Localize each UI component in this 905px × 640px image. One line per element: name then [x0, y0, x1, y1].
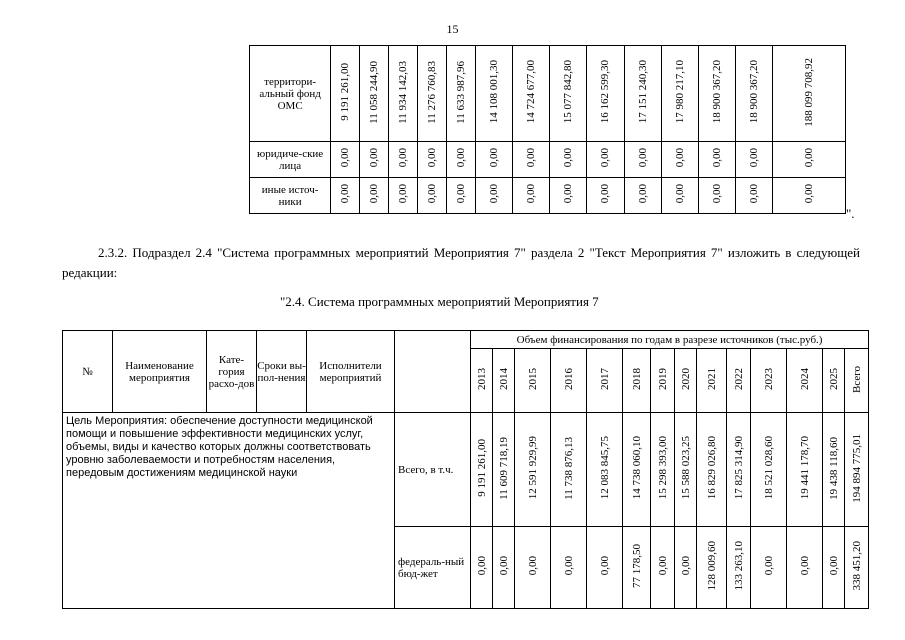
top-value-cell [624, 46, 661, 142]
top-value: 0,00 [525, 148, 538, 168]
top-row-label: территори-альный фонд ОМС [250, 46, 331, 142]
top-value-cell [388, 142, 417, 178]
top-value-cell [736, 142, 773, 178]
funding-value: 0,00 [762, 556, 775, 576]
funding-value-cell [551, 413, 587, 527]
year-label: 2016 [562, 368, 575, 390]
top-value: 0,00 [425, 148, 438, 168]
funding-value: 9 191 261,00 [475, 439, 488, 497]
top-value-cell [624, 142, 661, 178]
top-value-cell [661, 178, 698, 214]
funding-value-cell [727, 413, 751, 527]
top-value-cell [417, 178, 446, 214]
top-value: 0,00 [562, 184, 575, 204]
top-value-cell [417, 142, 446, 178]
funding-value: 0,00 [827, 556, 840, 576]
top-value: 0,00 [803, 184, 816, 204]
funding-value-cell [551, 527, 587, 609]
top-value: 11 058 244,90 [367, 60, 380, 124]
funding-value: 11 609 718,19 [497, 436, 510, 500]
funding-value-cell [787, 527, 823, 609]
funding-value: 14 738 060,10 [630, 436, 643, 500]
top-value-cell [475, 178, 512, 214]
funding-value: 194 894 775,01 [850, 433, 863, 503]
main-program-table [62, 330, 869, 609]
funding-value: 12 591 929,99 [526, 436, 539, 500]
goal-cell [63, 413, 395, 609]
top-value: 0,00 [338, 148, 351, 168]
funding-value: 17 825 314,90 [732, 436, 745, 500]
funding-value-cell [697, 527, 727, 609]
year-label: Всего [850, 365, 863, 393]
top-value-cell [699, 142, 736, 178]
top-value-cell [550, 178, 587, 214]
top-value-cell [736, 178, 773, 214]
top-value: 18 900 367,20 [711, 60, 724, 124]
funding-value-cell [675, 413, 697, 527]
top-row-label: иные источ-ники [250, 178, 331, 214]
funding-value-cell [515, 527, 551, 609]
year-header [751, 349, 787, 413]
year-header [587, 349, 623, 413]
funding-value-cell [787, 413, 823, 527]
top-value-cell [699, 46, 736, 142]
funding-value: 0,00 [679, 556, 692, 576]
top-value: 0,00 [338, 184, 351, 204]
top-value-cell [661, 46, 698, 142]
top-value-cell [359, 178, 388, 214]
page-number: 15 [446, 22, 459, 36]
year-header [787, 349, 823, 413]
top-value: 9 191 261,00 [338, 63, 351, 121]
year-header [515, 349, 551, 413]
top-value: 17 151 240,30 [636, 60, 649, 124]
goal-text: Цель Мероприятия: обеспечение доступности медицинской помощи и повышение эффективности медицинских услуг, объемы, виды и качество которых должны соответствовать уровню заболеваемости и потребностям населения, передовым достижениям медицинской науки [66, 415, 373, 479]
year-header [823, 349, 845, 413]
funding-value-cell [471, 413, 493, 527]
top-value: 0,00 [562, 148, 575, 168]
top-value: 0,00 [803, 148, 816, 168]
top-value-cell [624, 178, 661, 214]
top-value: 14 108 001,30 [487, 60, 500, 124]
top-value-cell [388, 46, 417, 142]
year-label: 2022 [732, 368, 745, 390]
funding-value-cell [823, 527, 845, 609]
funding-value-cell [751, 413, 787, 527]
top-value: 188 099 708,92 [803, 57, 816, 127]
year-label: 2015 [526, 368, 539, 390]
funding-value: 77 178,50 [630, 544, 643, 588]
year-header [551, 349, 587, 413]
top-value-cell [773, 178, 846, 214]
year-label: 2019 [656, 368, 669, 390]
funding-value-cell [515, 413, 551, 527]
top-value-cell [699, 178, 736, 214]
top-value: 0,00 [599, 184, 612, 204]
header-executors: Исполнители мероприятий [307, 331, 395, 413]
top-value-cell [512, 142, 549, 178]
top-value-cell [773, 142, 846, 178]
funding-value: 0,00 [598, 556, 611, 576]
top-value-cell [587, 178, 624, 214]
top-value-cell [359, 46, 388, 142]
year-header [623, 349, 651, 413]
top-value-cell [773, 46, 846, 142]
year-label: 2014 [497, 368, 510, 390]
top-value: 0,00 [673, 148, 686, 168]
top-value-cell [587, 46, 624, 142]
top-value: 0,00 [748, 148, 761, 168]
top-value: 0,00 [367, 184, 380, 204]
top-value: 0,00 [396, 184, 409, 204]
funding-value-cell [651, 413, 675, 527]
top-value: 0,00 [711, 148, 724, 168]
amendment-text: 2.3.2. Подраздел 2.4 "Система программных мероприятий Мероприятия 7" раздела 2 "Текст Мероприятия 7" изложить в следующей редакции: [62, 245, 860, 280]
year-label: 2017 [598, 368, 611, 390]
funding-value: 15 588 023,25 [679, 436, 692, 500]
top-value-cell [446, 142, 475, 178]
top-value-cell [330, 178, 359, 214]
year-header [675, 349, 697, 413]
top-value-cell [475, 46, 512, 142]
funding-value: 338 451,20 [850, 541, 863, 591]
top-value: 11 934 142,03 [396, 60, 409, 124]
top-value: 16 162 599,30 [599, 60, 612, 124]
funding-value-cell [587, 413, 623, 527]
source-label: федераль-ный бюд-жет [395, 527, 471, 609]
funding-value: 16 829 026,80 [705, 436, 718, 500]
top-value: 0,00 [673, 184, 686, 204]
top-value: 14 724 677,00 [525, 60, 538, 124]
top-funding-table [74, 45, 846, 214]
top-value: 0,00 [487, 184, 500, 204]
top-value: 11 276 760,83 [425, 60, 438, 124]
top-value-cell [388, 178, 417, 214]
funding-value: 15 298 393,00 [656, 436, 669, 500]
top-value-cell [359, 142, 388, 178]
funding-value-cell [471, 527, 493, 609]
top-value: 0,00 [636, 184, 649, 204]
year-label: 2020 [679, 368, 692, 390]
year-header [727, 349, 751, 413]
header-name: Наименование мероприятия [113, 331, 207, 413]
year-header [845, 349, 869, 413]
funding-value-cell [587, 527, 623, 609]
top-value: 0,00 [748, 184, 761, 204]
funding-value: 0,00 [526, 556, 539, 576]
top-value-cell [512, 46, 549, 142]
top-value: 0,00 [454, 148, 467, 168]
funding-value-cell [623, 413, 651, 527]
funding-value-cell [651, 527, 675, 609]
year-header [697, 349, 727, 413]
funding-value-cell [845, 527, 869, 609]
header-blank [395, 331, 471, 413]
funding-value: 18 521 028,60 [762, 436, 775, 500]
header-category: Кате-гория расхо-дов [207, 331, 257, 413]
top-value-cell [446, 46, 475, 142]
top-value: 0,00 [487, 148, 500, 168]
top-value: 0,00 [367, 148, 380, 168]
funding-value: 0,00 [562, 556, 575, 576]
top-blank-cell [74, 46, 250, 142]
funding-value: 133 263,10 [732, 541, 745, 591]
funding-value: 19 441 178,70 [798, 436, 811, 500]
top-value-cell [446, 178, 475, 214]
top-value-cell [330, 46, 359, 142]
closing-quote: ". [846, 206, 855, 221]
top-value: 15 077 842,80 [562, 60, 575, 124]
funding-value-cell [697, 413, 727, 527]
section-title: "2.4. Система программных мероприятий Мероприятия 7 [280, 294, 599, 309]
top-value: 0,00 [396, 148, 409, 168]
top-blank-cell [74, 142, 250, 178]
top-value-cell [736, 46, 773, 142]
top-value: 17 980 217,10 [673, 60, 686, 124]
top-value: 18 900 367,20 [748, 60, 761, 124]
funding-value: 0,00 [497, 556, 510, 576]
funding-value-cell [493, 527, 515, 609]
top-value: 0,00 [525, 184, 538, 204]
year-header [493, 349, 515, 413]
top-row-label: юридиче-ские лица [250, 142, 331, 178]
top-value: 0,00 [636, 148, 649, 168]
year-header [471, 349, 493, 413]
year-label: 2021 [705, 368, 718, 390]
funding-value-cell [845, 413, 869, 527]
top-value-cell [475, 142, 512, 178]
funding-value-cell [623, 527, 651, 609]
funding-value-cell [727, 527, 751, 609]
funding-value-cell [823, 413, 845, 527]
top-value-cell [550, 142, 587, 178]
top-value-cell [330, 142, 359, 178]
funding-value: 0,00 [798, 556, 811, 576]
top-value: 0,00 [599, 148, 612, 168]
top-table-row [74, 46, 846, 142]
top-table-row [74, 142, 846, 178]
funding-value: 19 438 118,60 [827, 436, 840, 500]
header-num: № [63, 331, 113, 413]
funding-value: 11 738 876,13 [562, 436, 575, 500]
amendment-paragraph [62, 243, 860, 283]
funding-value-cell [675, 527, 697, 609]
source-label: Всего, в т.ч. [395, 413, 471, 527]
top-table-row [74, 178, 846, 214]
top-value-cell [417, 46, 446, 142]
top-value-cell [587, 142, 624, 178]
funding-value: 12 083 845,75 [598, 436, 611, 500]
funding-value-cell [493, 413, 515, 527]
year-label: 2013 [475, 368, 488, 390]
funding-value: 0,00 [475, 556, 488, 576]
year-label: 2025 [827, 368, 840, 390]
year-label: 2023 [762, 368, 775, 390]
top-value-cell [512, 178, 549, 214]
top-value-cell [661, 142, 698, 178]
top-blank-cell [74, 178, 250, 214]
top-value: 11 633 987,96 [454, 60, 467, 124]
year-label: 2024 [798, 368, 811, 390]
top-value: 0,00 [711, 184, 724, 204]
top-value: 0,00 [454, 184, 467, 204]
funding-value: 128 009,60 [705, 541, 718, 591]
header-terms: Сроки вы-пол-нения [257, 331, 307, 413]
funding-value: 0,00 [656, 556, 669, 576]
top-value: 0,00 [425, 184, 438, 204]
funding-value-cell [751, 527, 787, 609]
header-funding: Объем финансирования по годам в разрезе источников (тыс.руб.) [471, 331, 869, 349]
year-label: 2018 [630, 368, 643, 390]
year-header [651, 349, 675, 413]
top-value-cell [550, 46, 587, 142]
